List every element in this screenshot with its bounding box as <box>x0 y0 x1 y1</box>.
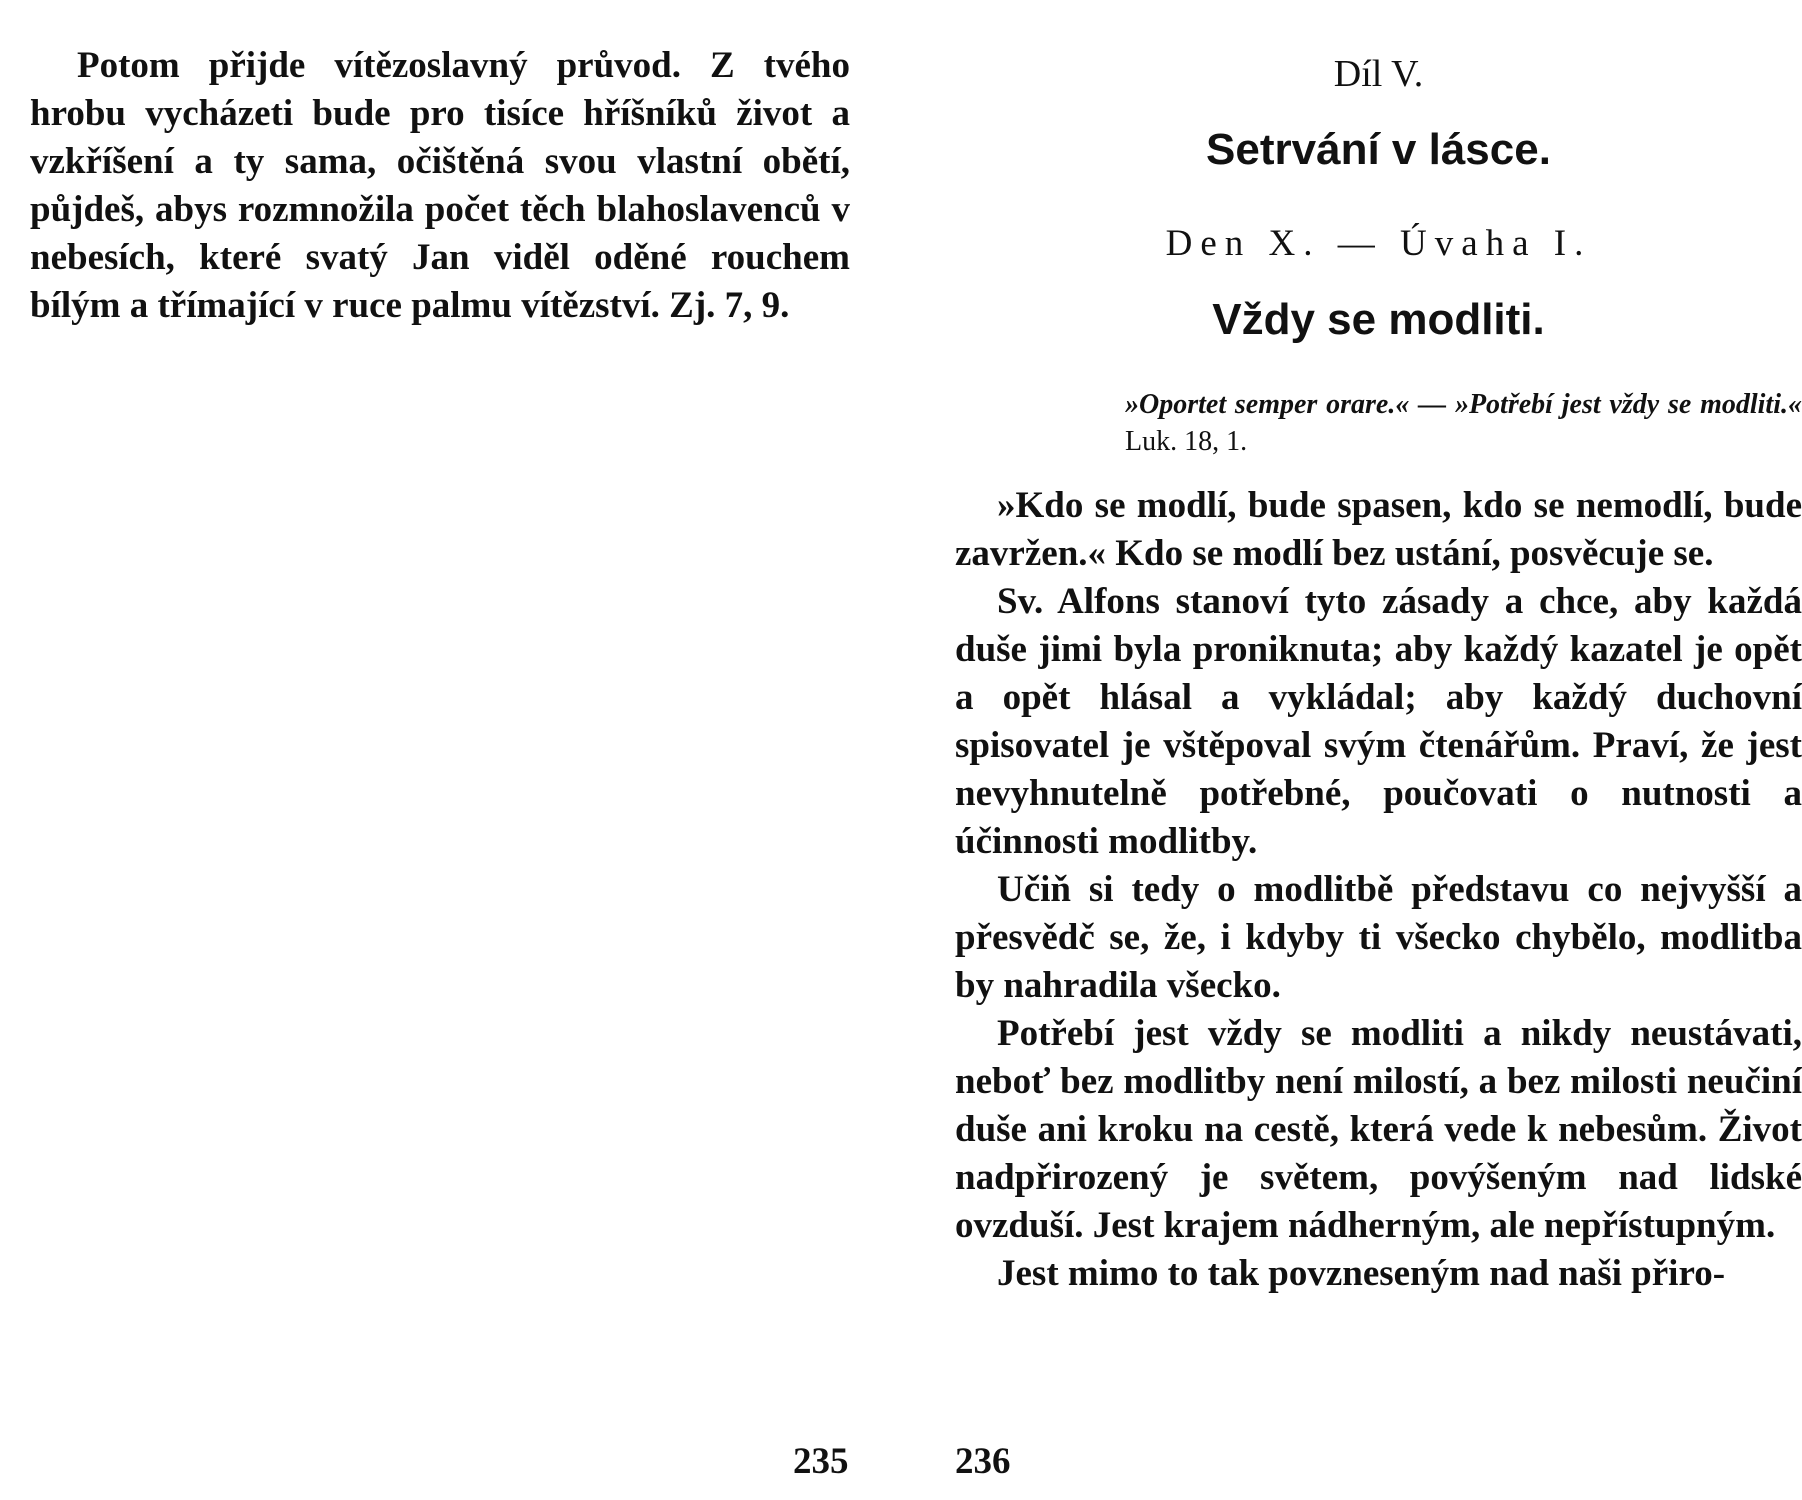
epigraph-czech: »Potřebí jest vždy se modliti.« <box>1454 389 1802 420</box>
body-paragraph-2: Sv. Alfons stanoví tyto zásady a chce, aby každá duše jimi byla proniknuta; aby každý kazatel je opět a opět hlásal a vykládal; aby každý duchovní spisovatel je vštěpoval svým čtenářům. Praví, že jest nevyhnutelně potřebné, poučovati o nutnosti a účinnosti modlitby. <box>955 581 1802 862</box>
right-page <box>955 0 1802 1500</box>
page-number-right: 236 <box>955 1441 1011 1482</box>
body-text <box>955 482 1802 1298</box>
meditation-title: Vždy se modliti. <box>1212 295 1545 344</box>
left-page-paragraph: Potom přijde vítězoslavný průvod. Z tvého hrobu vycházeti bude pro tisíce hříšníků život a vzkříšení a ty sama, očištěná svou vlastní obětí, půjdeš, abys rozmnožila počet těch blahoslavenců v nebesích, které svatý Jan viděl oděné rouchem bílým a třímající v ruce palmu vítězství. Zj. 7, 9. <box>30 45 850 326</box>
epigraph <box>1125 386 1802 460</box>
body-paragraph-3: Učiň si tedy o modlitbě představu co nejvyšší a přesvědč se, že, i kdyby ti všecko chybělo, modlitba by nahradila všecko. <box>955 869 1802 1006</box>
page-number-left: 235 <box>793 1441 849 1482</box>
day-heading: Den X. — Úvaha I. <box>1165 223 1592 264</box>
epigraph-latin: »Oportet semper orare.« — <box>1125 389 1455 420</box>
part-label: Díl V. <box>1333 53 1424 95</box>
epigraph-reference: Luk. 18, 1. <box>1125 426 1248 457</box>
body-paragraph-1: »Kdo se modlí, bude spasen, kdo se nemodlí, bude zavržen.« Kdo se modlí bez ustání, posvěcuje se. <box>955 485 1802 574</box>
body-paragraph-4: Potřebí jest vždy se modliti a nikdy neustávati, neboť bez modlitby není milostí, a bez milosti neučiní duše ani kroku na cestě, která vede k nebesům. Život nadpřirozený je světem, povýšeným nad lidské ovzduší. Jest krajem nádherným, ale nepřístupným. <box>955 1013 1802 1246</box>
section-title: Setrvání v lásce. <box>1206 125 1551 174</box>
left-page <box>0 0 890 1500</box>
body-paragraph-5: Jest mimo to tak povzneseným nad naši přiro- <box>997 1253 1726 1294</box>
